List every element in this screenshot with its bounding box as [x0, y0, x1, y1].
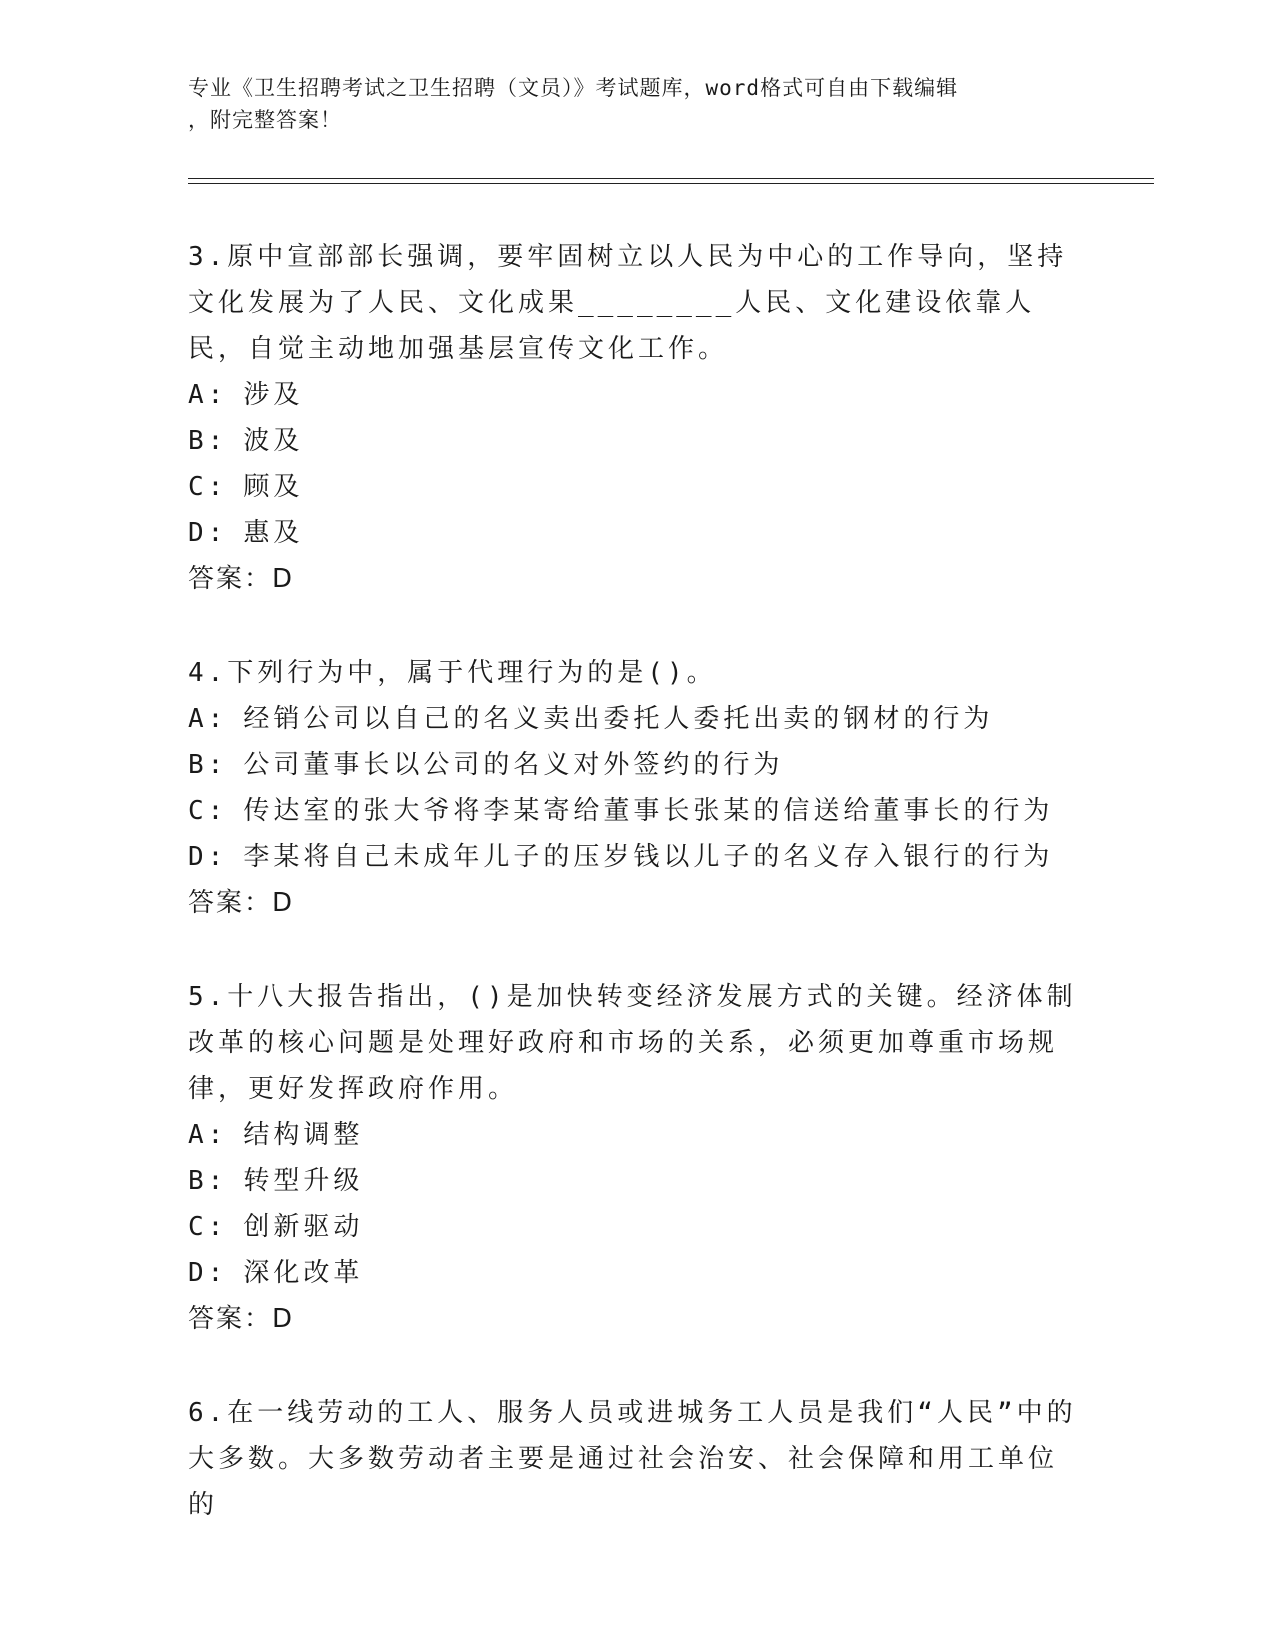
option-c [188, 464, 1078, 510]
answer-line: 答案：D [188, 1304, 295, 1334]
question-stem: 3.原中宣部部长强调，要牢固树立以人民为中心的工作导向，坚持文化发展为了人民、文化成果________人民、文化建设依靠人民，自觉主动地加强基层宣传文化工作。 [188, 242, 1068, 364]
option-text: 创新驱动 [243, 1212, 364, 1242]
option-key: A: [188, 1120, 228, 1150]
header-line-1: 专业《卫生招聘考试之卫生招聘（文员）》考试题库，word格式可自由下载编辑 [188, 76, 959, 100]
option-text: 深化改革 [243, 1258, 364, 1288]
option-key: D: [188, 518, 228, 548]
answer-line: 答案：D [188, 564, 295, 594]
option-d [188, 1250, 1078, 1296]
option-key: B: [188, 426, 228, 456]
question-3 [188, 234, 1078, 602]
option-text: 传达室的张大爷将李某寄给董事长张某的信送给董事长的行为 [243, 796, 1054, 826]
question-5 [188, 974, 1078, 1342]
option-b [188, 418, 1078, 464]
option-text: 转型升级 [243, 1166, 364, 1196]
option-d [188, 834, 1078, 880]
option-key: D: [188, 1258, 228, 1288]
option-key: D: [188, 842, 228, 872]
option-text: 顾及 [243, 472, 304, 502]
option-key: A: [188, 380, 228, 410]
option-key: C: [188, 472, 228, 502]
option-d [188, 510, 1078, 556]
option-text: 惠及 [243, 518, 304, 548]
option-a [188, 696, 1078, 742]
option-key: B: [188, 1166, 228, 1196]
option-key: B: [188, 750, 228, 780]
option-key: A: [188, 704, 228, 734]
option-a [188, 372, 1078, 418]
option-c [188, 788, 1078, 834]
option-b [188, 742, 1078, 788]
question-stem: 5.十八大报告指出，()是加快转变经济发展方式的关键。经济体制改革的核心问题是处理好政府和市场的关系，必须更加尊重市场规律，更好发挥政府作用。 [188, 982, 1077, 1104]
question-stem: 6.在一线劳动的工人、服务人员或进城务工人员是我们“人民”中的大多数。大多数劳动者主要是通过社会治安、社会保障和用工单位的 [188, 1398, 1077, 1520]
option-text: 公司董事长以公司的名义对外签约的行为 [243, 750, 784, 780]
option-key: C: [188, 796, 228, 826]
answer-line: 答案：D [188, 888, 295, 918]
header-line-2: ，附完整答案！ [188, 108, 342, 132]
document-header [188, 72, 1078, 136]
option-text: 经销公司以自己的名义卖出委托人委托出卖的钢材的行为 [243, 704, 994, 734]
header-divider-bottom [188, 183, 1154, 184]
option-a [188, 1112, 1078, 1158]
option-text: 波及 [243, 426, 304, 456]
option-c [188, 1204, 1078, 1250]
question-list [188, 234, 1078, 1576]
option-key: C: [188, 1212, 228, 1242]
question-4 [188, 650, 1078, 926]
question-stem: 4.下列行为中，属于代理行为的是()。 [188, 658, 717, 688]
option-text: 结构调整 [243, 1120, 364, 1150]
question-6 [188, 1390, 1078, 1528]
option-text: 涉及 [243, 380, 304, 410]
option-text: 李某将自己未成年儿子的压岁钱以儿子的名义存入银行的行为 [243, 842, 1054, 872]
option-b [188, 1158, 1078, 1204]
header-divider-top [188, 178, 1154, 179]
